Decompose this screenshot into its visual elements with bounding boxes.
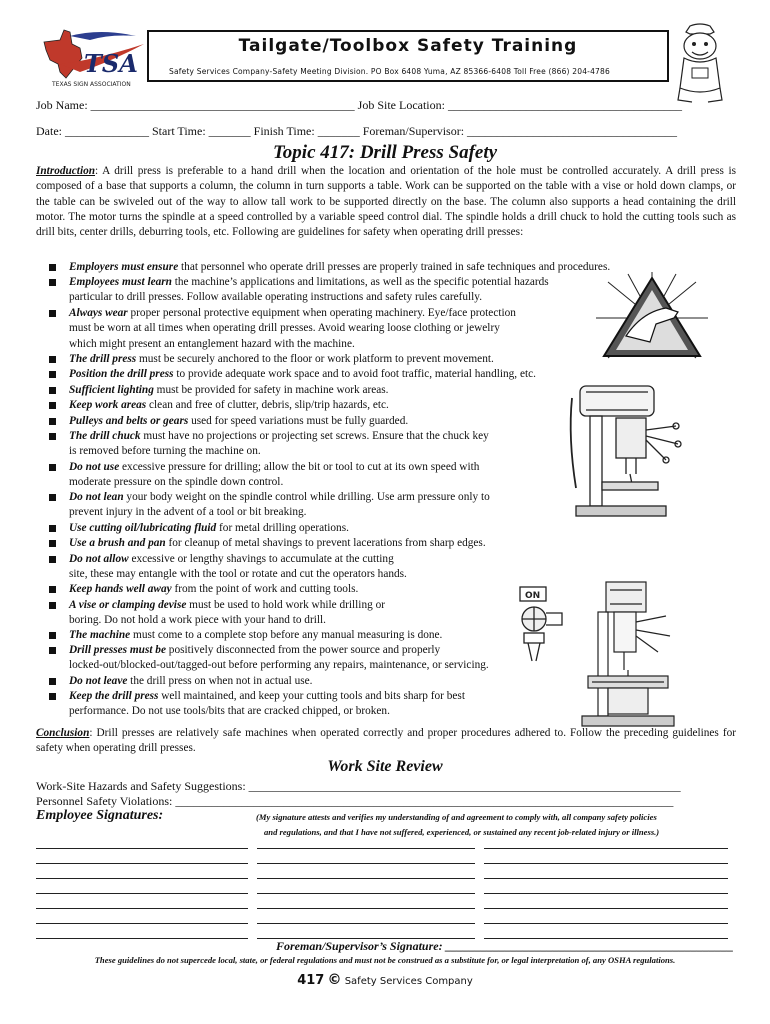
floor-drill-press-illustration (578, 580, 678, 730)
signature-line[interactable] (257, 878, 475, 879)
topic-title: Topic 417: Drill Press Safety (272, 142, 498, 163)
list-item: The machine must come to a complete stop before any manual measuring is done. (50, 628, 442, 643)
list-item: Sufficient lighting must be provided for safety in machine work areas. (50, 383, 389, 398)
date-time-line[interactable]: Date: ______________ Start Time: _______ Finish Time: _______ Foreman/Supervisor: ___________________________________ (36, 124, 678, 138)
list-item: Do not lean your body weight on the spindle control while drilling. Use arm pressure only to prevent injury in the advent of a tool or bit breaking. (50, 490, 490, 521)
list-item: Use a brush and pan for cleanup of metal shavings to prevent lacerations from sharp edges. (50, 536, 486, 551)
list-item: A vise or clamping devise must be used to hold work while drilling or boring. Do not hold a work piece with your hand to drill. (50, 598, 385, 629)
signature-line[interactable] (484, 893, 728, 894)
intro-label: Introduction (36, 165, 96, 177)
list-item: Keep work areas clean and free of clutter, debris, slip/trip hazards, etc. (50, 398, 389, 413)
list-item: Position the drill press to provide adequate work space and to avoid foot traffic, material handling, etc. (50, 367, 536, 382)
topic-number: 417 (297, 973, 325, 988)
signature-line[interactable] (36, 938, 248, 939)
signature-line[interactable] (257, 893, 475, 894)
list-item: The drill chuck must have no projections or projecting set screws. Ensure that the chuck key is removed before turning the machine on. (50, 429, 489, 460)
signature-line[interactable] (36, 848, 248, 849)
disclaimer: These guidelines do not supercede local, state, or federal regulations and must not be construed as a substitute for, or legal interpretation of, any OSHA regulations. (94, 955, 676, 965)
tsa-logo (40, 28, 150, 90)
signature-line[interactable] (484, 878, 728, 879)
title-box (147, 30, 669, 82)
list-item: Drill presses must be positively disconnected from the power source and properly locked-out/blocked-out/tagged-out before performing any repairs, maintenance, or servicing. (50, 643, 489, 674)
foreman-signature-field[interactable]: Foreman/Supervisor’s Signature: ________________________________________________ (276, 939, 734, 953)
violations-field[interactable]: Personnel Safety Violations: ___________________________________________________________________________________ (36, 794, 674, 808)
footer-company: Safety Services Company (344, 976, 473, 987)
signature-line[interactable] (484, 908, 728, 909)
bulldog-mascot (672, 22, 728, 104)
signature-line[interactable] (257, 848, 475, 849)
list-item: Do not leave the drill press on when not in actual use. (50, 674, 312, 689)
list-item: Do not allow excessive or lengthy shavings to accumulate at the cutting site, these may entangle with the tool or rotate and cut the operators hands. (50, 552, 407, 583)
list-item: Use cutting oil/lubricating fluid for metal drilling operations. (50, 521, 349, 536)
company-address: Safety Services Company-Safety Meeting Division. PO Box 6408 Yuma, AZ 85366-6408 Toll Free (866) 204-4786 (169, 67, 610, 76)
job-info-line[interactable]: Job Name: ____________________________________________ Job Site Location: _______________________________________ (36, 98, 682, 112)
attestation-line: (My signature attests and verifies my understanding of and agreement to comply with, all company safety policies (256, 812, 657, 822)
conclusion-label: Conclusion (36, 727, 90, 739)
copyright-icon: © (327, 972, 342, 988)
switch-icon (508, 583, 568, 663)
list-item: Always wear proper personal protective equipment when operating machinery. Eye/face protection must be worn at all times when operating drill presses. Avoid wearing loose clothing or jewelry which might present an entanglement hazard with the machine. (50, 306, 516, 352)
logo-text: TSA (84, 49, 138, 78)
work-site-review-title: Work Site Review (327, 758, 443, 775)
employee-signatures-heading: Employee Signatures: (36, 808, 164, 823)
attestation-line: and regulations, and that I have not suffered, experienced, or sustained any recent job-related injury or illness.) (264, 827, 660, 837)
attestation-text (256, 810, 736, 840)
intro-text: : A drill press is preferable to a hand drill when the location and orientation of the hole must be controlled accurately. A drill press is composed of a base that supports a column, the column in turn supports a table. Work can be supported on the table with a vise or hold down clamps, or the table can be swiveled out of the way to allow tall work to be supported directly on the base. The column also supports a head containing the drill motor. The motor turns the spindle at a speed controlled by a variable speed control dial. The spindle holds a drill chuck to hold the cutting tools such as drill bits, center drills, deburring tools, etc. Following are guidelines for safety when operating drill presses: (36, 165, 736, 239)
hazards-field[interactable]: Work-Site Hazards and Safety Suggestions: ________________________________________________________________________ (36, 779, 681, 793)
signature-line[interactable] (257, 923, 475, 924)
signature-line[interactable] (257, 863, 475, 864)
signature-line[interactable] (257, 908, 475, 909)
signature-line[interactable] (484, 848, 728, 849)
footer (0, 972, 770, 988)
training-title: Tailgate/Toolbox Safety Training (238, 36, 578, 56)
list-item: Do not use excessive pressure for drilling; allow the bit or tool to cut at its own speed with moderate pressure on the spindle down control. (50, 460, 479, 491)
signature-line[interactable] (36, 923, 248, 924)
signature-line[interactable] (484, 923, 728, 924)
hand-warning-icon (596, 272, 708, 364)
list-item: Pulleys and belts or gears used for speed variations must be fully guarded. (50, 414, 408, 429)
list-item: Employees must learn the machine’s applications and limitations, as well as the specific potential hazards particular to drill presses. Follow available operating instructions and safety rules carefully. (50, 275, 549, 306)
switch-label: ON (525, 591, 541, 601)
conclusion-text: : Drill presses are relatively safe machines when operated correctly and proper procedures adhered to. Follow the preceding guidelines for safety when operating drill presses. (36, 727, 736, 755)
signature-line[interactable] (36, 908, 248, 909)
list-item: Keep hands well away from the point of work and cutting tools. (50, 582, 358, 597)
logo-caption: TEXAS SIGN ASSOCIATION (52, 81, 131, 88)
signature-line[interactable] (36, 863, 248, 864)
introduction (36, 164, 736, 240)
bench-drill-press-illustration (566, 378, 686, 518)
signature-line[interactable] (484, 863, 728, 864)
conclusion (36, 726, 736, 757)
signature-line[interactable] (36, 878, 248, 879)
list-item: The drill press must be securely anchored to the floor or work platform to prevent movement. (50, 352, 494, 367)
list-item: Keep the drill press well maintained, and keep your cutting tools and bits sharp for best performance. Do not use tools/bits that are cracked chipped, or broken. (50, 689, 465, 720)
list-item: Employers must ensure that personnel who operate drill presses are properly trained in safe techniques and procedures. (50, 260, 610, 275)
signature-line[interactable] (36, 893, 248, 894)
